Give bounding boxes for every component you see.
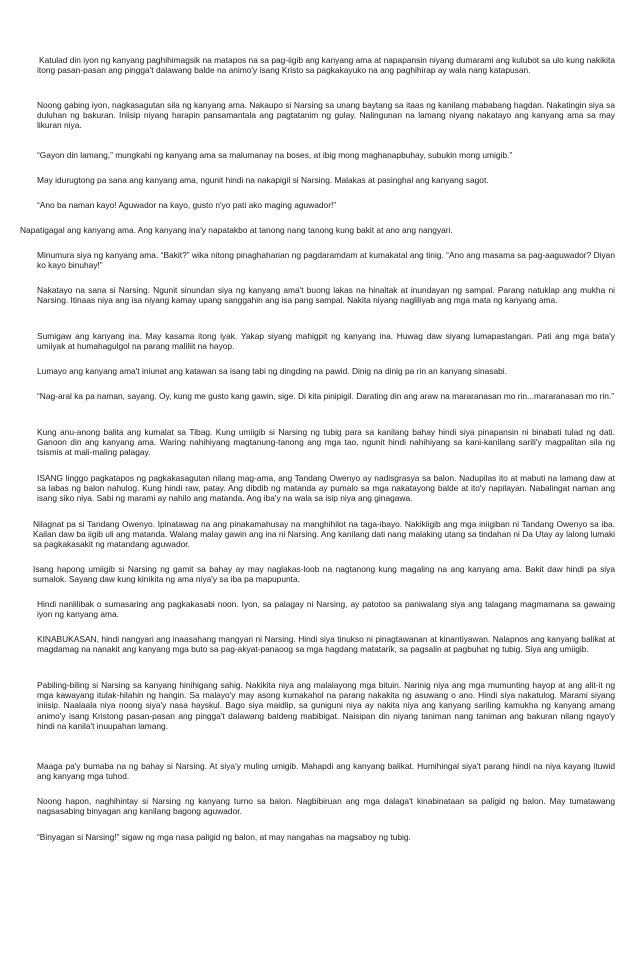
paragraph: ISANG linggo pagkatapos ng pagkakasagutan nilang mag-ama, ang Tandang Owenyo ay nadisgrasya sa balon. Nadupilas ito at mabuti na lamang daw at sa labas ng balon nahulog. Kung hindi raw, patay. Ang dibdib ng matanda ay pumalo sa mga nakatayong balde at ito'y napilayan. Nabalingat naman ang isang siko niya. Sabi ng marami ay nahilo ang matanda. Ang iba'y na wala sa isip niya ang ginagawa.: [37, 473, 615, 504]
paragraph: “Gayon din lamang,” mungkahi ng kanyang ama sa malumanay na boses, at ibig mong maghanapbuhay, subukin mong umigib.”: [37, 150, 513, 160]
paragraph: Noong hapon, naghihintay si Narsing ng kanyang turno sa balon. Nagbibiruan ang mga dalaga't kinabinataan sa paligid ng balon. May tumatawang nagsasabing binyagan ang kanilang bagong aguwador.: [37, 796, 615, 817]
paragraph: Noong gabing iyon, nagkasagutan sila ng kanyang ama. Nakaupo si Narsing sa unang baytang sa itaas ng kanilang mababang hagdan. Nakatingin siya sa duluhan ng bakuran. Iniisip niyang harapin pansamantala ang pagtatanim ng gulay. Nalingunan na lamang niyang nakatayo ang kanyang ama sa may likuran niya.: [37, 100, 615, 131]
paragraph: Nakatayo na sana si Narsing. Ngunit sinundan siya ng kanyang ama't buong lakas na hinaltak at inundayan ng sampal. Parang natuklap ang mukha ni Narsing. Itinaas niya ang isa niyang kamay upang sanggahin ang isa pang sampal. Nakita niyang nagliliyab ang mga mata ng kanyang ama.: [37, 285, 615, 306]
paragraph: Maaga pa'y bumaba na ng bahay si Narsing. At siya'y muling umigib. Mahapdi ang kanyang balikat. Humihingal siya't parang hindi na niya kayang ituwid ang kanyang mga tuhod.: [37, 761, 615, 782]
paragraph: Lumayo ang kanyang ama't iniunat ang katawan sa isang tabi ng dingding na pawid. Dinig na dinig pa rin an kanyang sinasabi.: [37, 366, 507, 376]
paragraph: Pabiling-biling si Narsing sa kanyang hinihigang sahig. Nakikita niya ang malalayong mga bituin. Narinig niya ang mga mumunting hayop at ang alit-it ng mga kawayang itulak-hilahin ng hangin. Sa malayo'y may asong kumakahol na parang nakakita ng asuwang o ano. Hindi siya nakatulog. Marami siyang iniisip. Naalaala niya noong siya'y nasa hayskul. Bago siya maidlip, sa guniguni niya ay nakita niya ang kanyang sariling kamukha ng kanyang amang animo'y isang Kristong pasan-pasan ang pingga't dalawang baldeng mabibigat. Naisipan din niyang taniman nang taniman ang bakuran nilang ngayo'y hindi na kanila't inuupahan lamang.: [37, 680, 615, 731]
paragraph: Isang hapong umiigib si Narsing ng gamit sa bahay ay may naglakas-loob na nagtanong kung magaling na ang kanyang ama. Bakit daw hindi pa siya sumalok. Sayang daw kung kinikita ng ama niya'y sa iba pa mapupunta.: [33, 564, 615, 585]
paragraph: Minumura siya ng kanyang ama. “Bakit?” wika nitong pinaghaharian ng pagdaramdam at kumakatal ang tinig. “Ano ang masama sa pag-aaguwador? Diyan ko kayo binuhay!”: [37, 250, 615, 271]
paragraph: Hindi nanlilibak o sumasaring ang pagkakasabi noon. Iyon, sa palagay ni Narsing, ay patotoo sa paniwalang siya ang talagang magmamana sa gawaing iyon ng kanyang ama.: [37, 599, 615, 620]
paragraph: Napatigagal ang kanyang ama. Ang kanyang ina'y napatakbo at tanong nang tanong kung bakit at ano ang nangyari.: [20, 225, 453, 235]
paragraph: Nilagnat pa si Tandang Owenyo. Ipinatawag na ang pinakamahusay na manghihilot na taga-ibayo. Nakikiigib ang mga iniigiban ni Tandang Owenyo sa iba. Kailan daw ba iigib uli ang matanda. Walang malay gawin ang ina ni Narsing. Ang kanilang dati nang malaking utang sa tindahan ni Da Utay ay lalong lumaki sa pagkakasakit ng matandang aguwador.: [33, 519, 615, 550]
paragraph: May idurugtong pa sana ang kanyang ama, ngunit hindi na nakapigil si Narsing. Malakas at pasinghal ang kanyang sagot.: [37, 175, 489, 185]
paragraph: KINABUKASAN, hindi nangyari ang inaasahang mangyari ni Narsing. Hindi siya tinukso ni pinagtawanan at kinantiyawan. Nalapnos ang kanyang balikat at magdamag na nanakit ang kanyang mga buto sa pag-akyat-panaoog sa mga hagdang matatarik, sa pagsalin at pagbuhat ng tubig. Siya ang umiigib.: [37, 634, 615, 655]
paragraph: Sumigaw ang kanyang ina. May kasama itong iyak. Yakap siyang mahigpit ng kanyang ina. Huwag daw siyang lumapastangan. Pati ang mga bata'y umiiyak at humahagulgol na parang maliliit na hayop.: [37, 331, 615, 352]
paragraph: Kung anu-anong balita ang kumalat sa Tibag. Kung umiigib si Narsing ng tubig para sa kanilang bahay hindi siya pinapansin ni binabati tulad ng dati. Ganoon din ang kanyang ama. Waring nahihiyang magtanung-tanong ang mga tao, ngunit hindi nahihiyang sa kani-kanilang sarili'y magpalitan sila ng tsismis at mali-maling palagay.: [37, 427, 615, 458]
paragraph: “Ano ba naman kayo! Aguwador na kayo, gusto n'yo pati ako maging aguwador!”: [37, 200, 337, 210]
paragraph: “Nag-aral ka pa naman, sayang. Oy, kung me gusto kang gawin, sige. Di kita pinipigil. Darating din ang araw na mararanasan mo rin...mararanasan mo rin.”: [37, 391, 615, 401]
paragraph: Katulad din iyon ng kanyang paghihimagsik na matapos na sa pag-iigib ang kanyang ama at napapansin niyang dumarami ang kulubot sa ulo kung nakikita itong pasan-pasan ang pingga't dalawang balde na animo'y isang Kristo sa pagkakayuko na ang paghihirap ay wala nang katapusan.: [37, 55, 615, 76]
paragraph: “Binyagan si Narsing!” sigaw ng mga nasa paligid ng balon, at may nangahas na magsaboy ng tubig.: [37, 832, 411, 842]
